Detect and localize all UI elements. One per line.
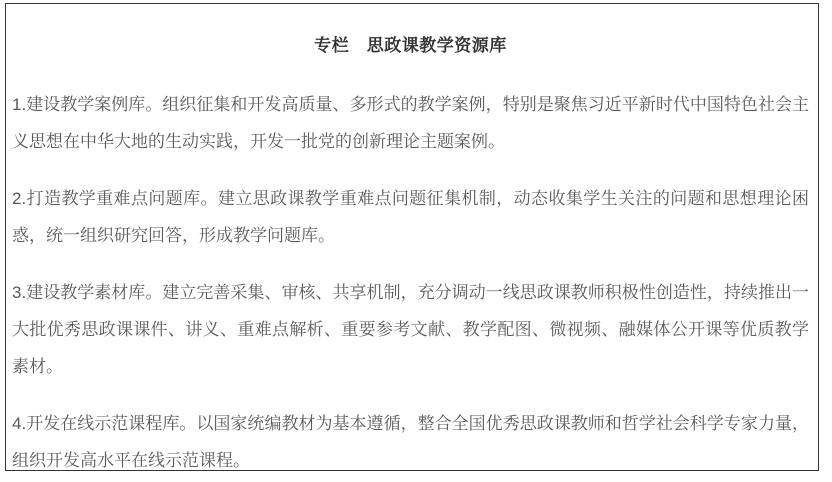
resource-library-panel — [5, 3, 819, 471]
paragraph-teaching-material-library: 3.建设教学素材库。建立完善采集、审核、共享机制，充分调动一线思政课教师积极性创造性，持续推出一大批优秀思政课课件、讲义、重难点解析、重要参考文献、教学配图、微视频、融媒体公开课等优质教学素材。 — [12, 283, 809, 376]
panel-title: 专栏 思政课教学资源库 — [314, 36, 507, 55]
paragraph-teaching-case-library: 1.建设教学案例库。组织征集和开发高质量、多形式的教学案例，特别是聚焦习近平新时代中国特色社会主义思想在中华大地的生动实践，开发一批党的创新理论主题案例。 — [12, 95, 809, 151]
document-page — [0, 3, 832, 482]
paragraph-key-question-library: 2.打造教学重难点问题库。建立思政课教学重难点问题征集机制，动态收集学生关注的问题和思想理论困惑，统一组织研究回答，形成教学问题库。 — [12, 189, 809, 245]
paragraph-online-demo-course-library: 4.开发在线示范课程库。以国家统编教材为基本遵循，整合全国优秀思政课教师和哲学社会科学专家力量，组织开发高水平在线示范课程。 — [12, 414, 809, 470]
